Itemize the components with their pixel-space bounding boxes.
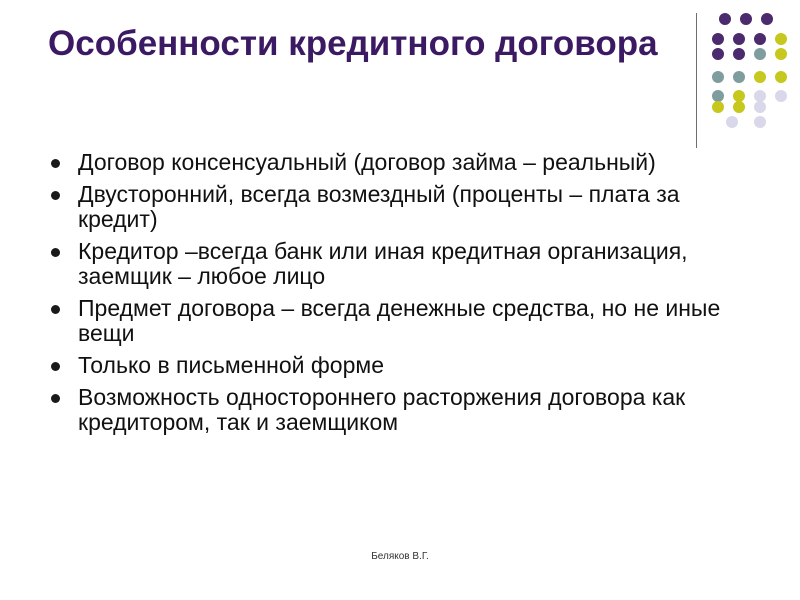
bullet-item bbox=[48, 385, 738, 435]
dot-purple bbox=[733, 48, 745, 60]
bullet-text: Возможность одностороннего расторжения договора как кредитором, так и заемщиком bbox=[78, 384, 686, 435]
bullet-dot-icon bbox=[51, 159, 60, 168]
dot-lavender bbox=[754, 116, 766, 128]
bullet-dot-icon bbox=[51, 191, 60, 200]
bullet-text: Договор консенсуальный (договор займа – реальный) bbox=[78, 149, 656, 175]
dot-teal bbox=[754, 48, 766, 60]
bullet-dot-icon bbox=[51, 394, 60, 403]
bullet-dot-icon bbox=[51, 248, 60, 257]
bullet-text: Двусторонний, всегда возмездный (проценты – плата за кредит) bbox=[78, 181, 680, 232]
dot-yellow bbox=[775, 33, 787, 45]
dot-purple bbox=[740, 13, 752, 25]
bullet-dot-icon bbox=[51, 305, 60, 314]
dot-yellow bbox=[775, 48, 787, 60]
slide-title: Особенности кредитного договора bbox=[48, 24, 658, 63]
decorative-divider bbox=[696, 13, 697, 148]
dot-purple bbox=[719, 13, 731, 25]
dot-teal bbox=[712, 71, 724, 83]
bullet-text: Кредитор –всегда банк или иная кредитная организация, заемщик – любое лицо bbox=[78, 238, 688, 289]
dot-yellow bbox=[733, 101, 745, 113]
dot-lavender bbox=[775, 90, 787, 102]
bullet-item bbox=[48, 182, 738, 232]
decorative-dot-grid bbox=[706, 10, 786, 130]
dot-yellow bbox=[775, 71, 787, 83]
dot-lavender bbox=[726, 116, 738, 128]
dot-yellow bbox=[712, 101, 724, 113]
dot-yellow bbox=[754, 71, 766, 83]
dot-lavender bbox=[754, 101, 766, 113]
dot-purple bbox=[754, 33, 766, 45]
dot-teal bbox=[733, 71, 745, 83]
dot-purple bbox=[733, 33, 745, 45]
bullet-text: Предмет договора – всегда денежные средства, но не иные вещи bbox=[78, 295, 721, 346]
dot-purple bbox=[761, 13, 773, 25]
bullet-item bbox=[48, 296, 738, 346]
bullet-list bbox=[48, 150, 738, 442]
slide-footer: Беляков В.Г. bbox=[371, 551, 429, 562]
dot-purple bbox=[712, 33, 724, 45]
bullet-text: Только в письменной форме bbox=[78, 352, 384, 378]
bullet-item bbox=[48, 239, 738, 289]
bullet-dot-icon bbox=[51, 362, 60, 371]
dot-purple bbox=[712, 48, 724, 60]
bullet-item bbox=[48, 353, 738, 378]
bullet-item bbox=[48, 150, 738, 175]
